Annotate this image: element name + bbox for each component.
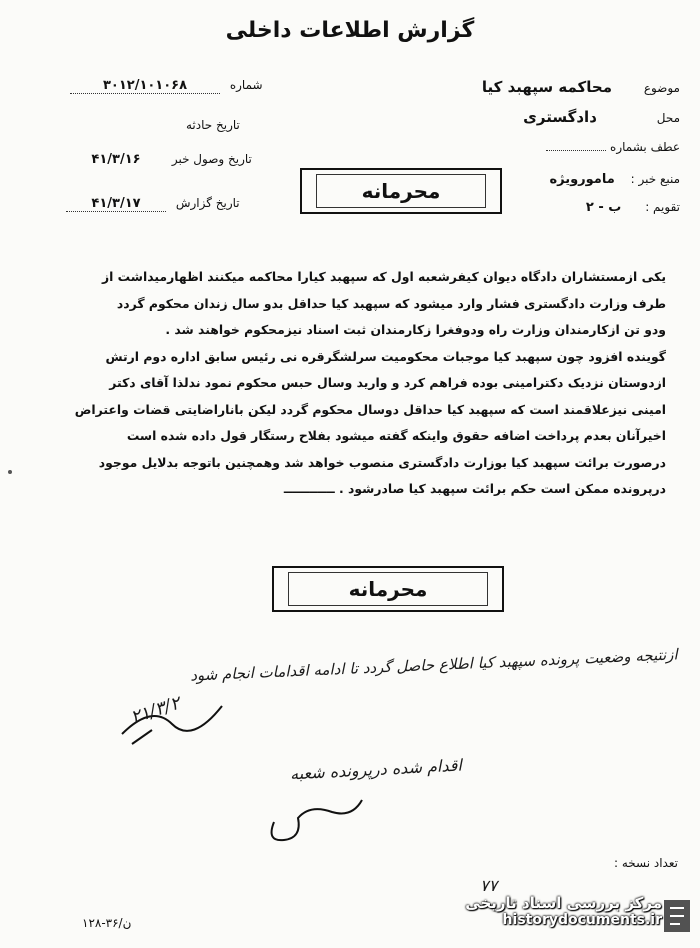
place-value: دادگستری (523, 108, 597, 126)
watermark-logo-icon (660, 896, 694, 936)
rating-field (586, 200, 680, 215)
copies-label: تعداد نسخه : (613, 856, 678, 870)
body-line: گوینده افزود چون سپهبد کیا موجبات محکومیت سرلشگرقره نی رئیس سابق اداره دوم ارتش (105, 348, 666, 364)
rating-label: تقویم : (645, 200, 680, 214)
body-line: امینی نیزعلاقمند است که سپهبد کیا حداقل دوسال محکوم گردد لیکن باناراضایتی قضات واعتراض (74, 401, 666, 417)
rating-value: ب - ۲ (585, 200, 622, 215)
confidential-stamp-bottom (272, 566, 504, 612)
number-value: ۳۰۱۲/۱۰۱۰۶۸ (70, 78, 220, 94)
source-value: مامورویژه (549, 172, 615, 187)
received-date-field (70, 152, 252, 167)
confidential-stamp-bottom-text: محرمانه (288, 572, 488, 606)
subject-field (482, 78, 680, 96)
document-title: گزارش اطلاعات داخلی (225, 18, 475, 43)
watermark-persian: مرکز بررسی اسناد تاریخی (465, 894, 662, 912)
confidential-stamp-top-text: محرمانه (316, 174, 486, 208)
margin-mark (8, 470, 12, 474)
report-date-label: تاریخ گزارش (175, 196, 240, 210)
reference-dots (546, 150, 606, 151)
handwritten-date: ۲۱/۳/۲ (127, 692, 183, 729)
subject-label: موضوع (643, 81, 680, 95)
body-line: ازدوستان نزدیک دکترامینی بوده فراهم کرد و وارید وسال حبس محکوم نمود ندلذا آقای دکتر (109, 375, 666, 390)
handwritten-note-2: اقدام شده درپرونده شعبه (289, 755, 463, 784)
place-field (523, 108, 680, 126)
reference-field (546, 140, 680, 154)
received-date-label: تاریخ وصول خبر (171, 152, 252, 166)
source-label: منبع خبر : (630, 172, 680, 186)
place-label: محل (656, 111, 680, 125)
reference-label: عطف بشماره (610, 140, 680, 154)
body-line: درصورت برائت سپهبد کیا بوزارت دادگستری منصوب خواهد شد وهمچنین باتوجه بدلایل موجود (98, 454, 666, 470)
number-field (70, 78, 263, 94)
number-label: شماره (229, 78, 263, 92)
report-body (30, 264, 666, 503)
body-line: درپرونده ممکن است حکم برائت سپهبد کیا صادرشود . ــــــــــــ (283, 481, 666, 496)
watermark (465, 894, 662, 928)
source-field (549, 172, 680, 187)
bottom-reference: ۱۲۸-۳۶/ن (82, 916, 132, 930)
signature (262, 792, 372, 852)
report-date-value: ۴۱/۳/۱۷ (66, 196, 166, 212)
handwritten-copy-number: ۷۷ (480, 876, 498, 895)
report-date-field (66, 196, 240, 212)
handwritten-note: ازنتیجه وضعیت پرونده سپهبد کیا اطلاع حاصل گردد تا ادامه اقدامات انجام شود (189, 645, 679, 685)
body-line: اخیرآنان بعدم پرداخت اضافه حقوق واینکه گفته میشود بفلاح رستگار قول داده شده است (126, 428, 666, 443)
incident-date-field (186, 118, 240, 132)
body-line: ودو تن ازکارمندان وزارت راه ودوفغرا زکارمندان ثبت اسناد نیزمحکوم خواهند شد . (165, 322, 666, 337)
incident-date-label: تاریخ حادثه (186, 118, 240, 132)
received-date-value: ۴۱/۳/۱۶ (91, 152, 141, 167)
body-line: طرف وزارت دادگستری فشار وارد میشود که سپهبد کیا حداقل بدو سال زندان محکوم گردد (116, 295, 666, 311)
body-line: یکی ازمستشاران دادگاه دیوان کیفرشعبه اول که سپهبد کیارا محاکمه میکنند اظهارمیداشت از (101, 269, 666, 284)
subject-value: محاکمه سپهبد کیا (481, 78, 612, 96)
confidential-stamp-top (300, 168, 502, 214)
watermark-english: historydocuments.ir (502, 912, 662, 928)
